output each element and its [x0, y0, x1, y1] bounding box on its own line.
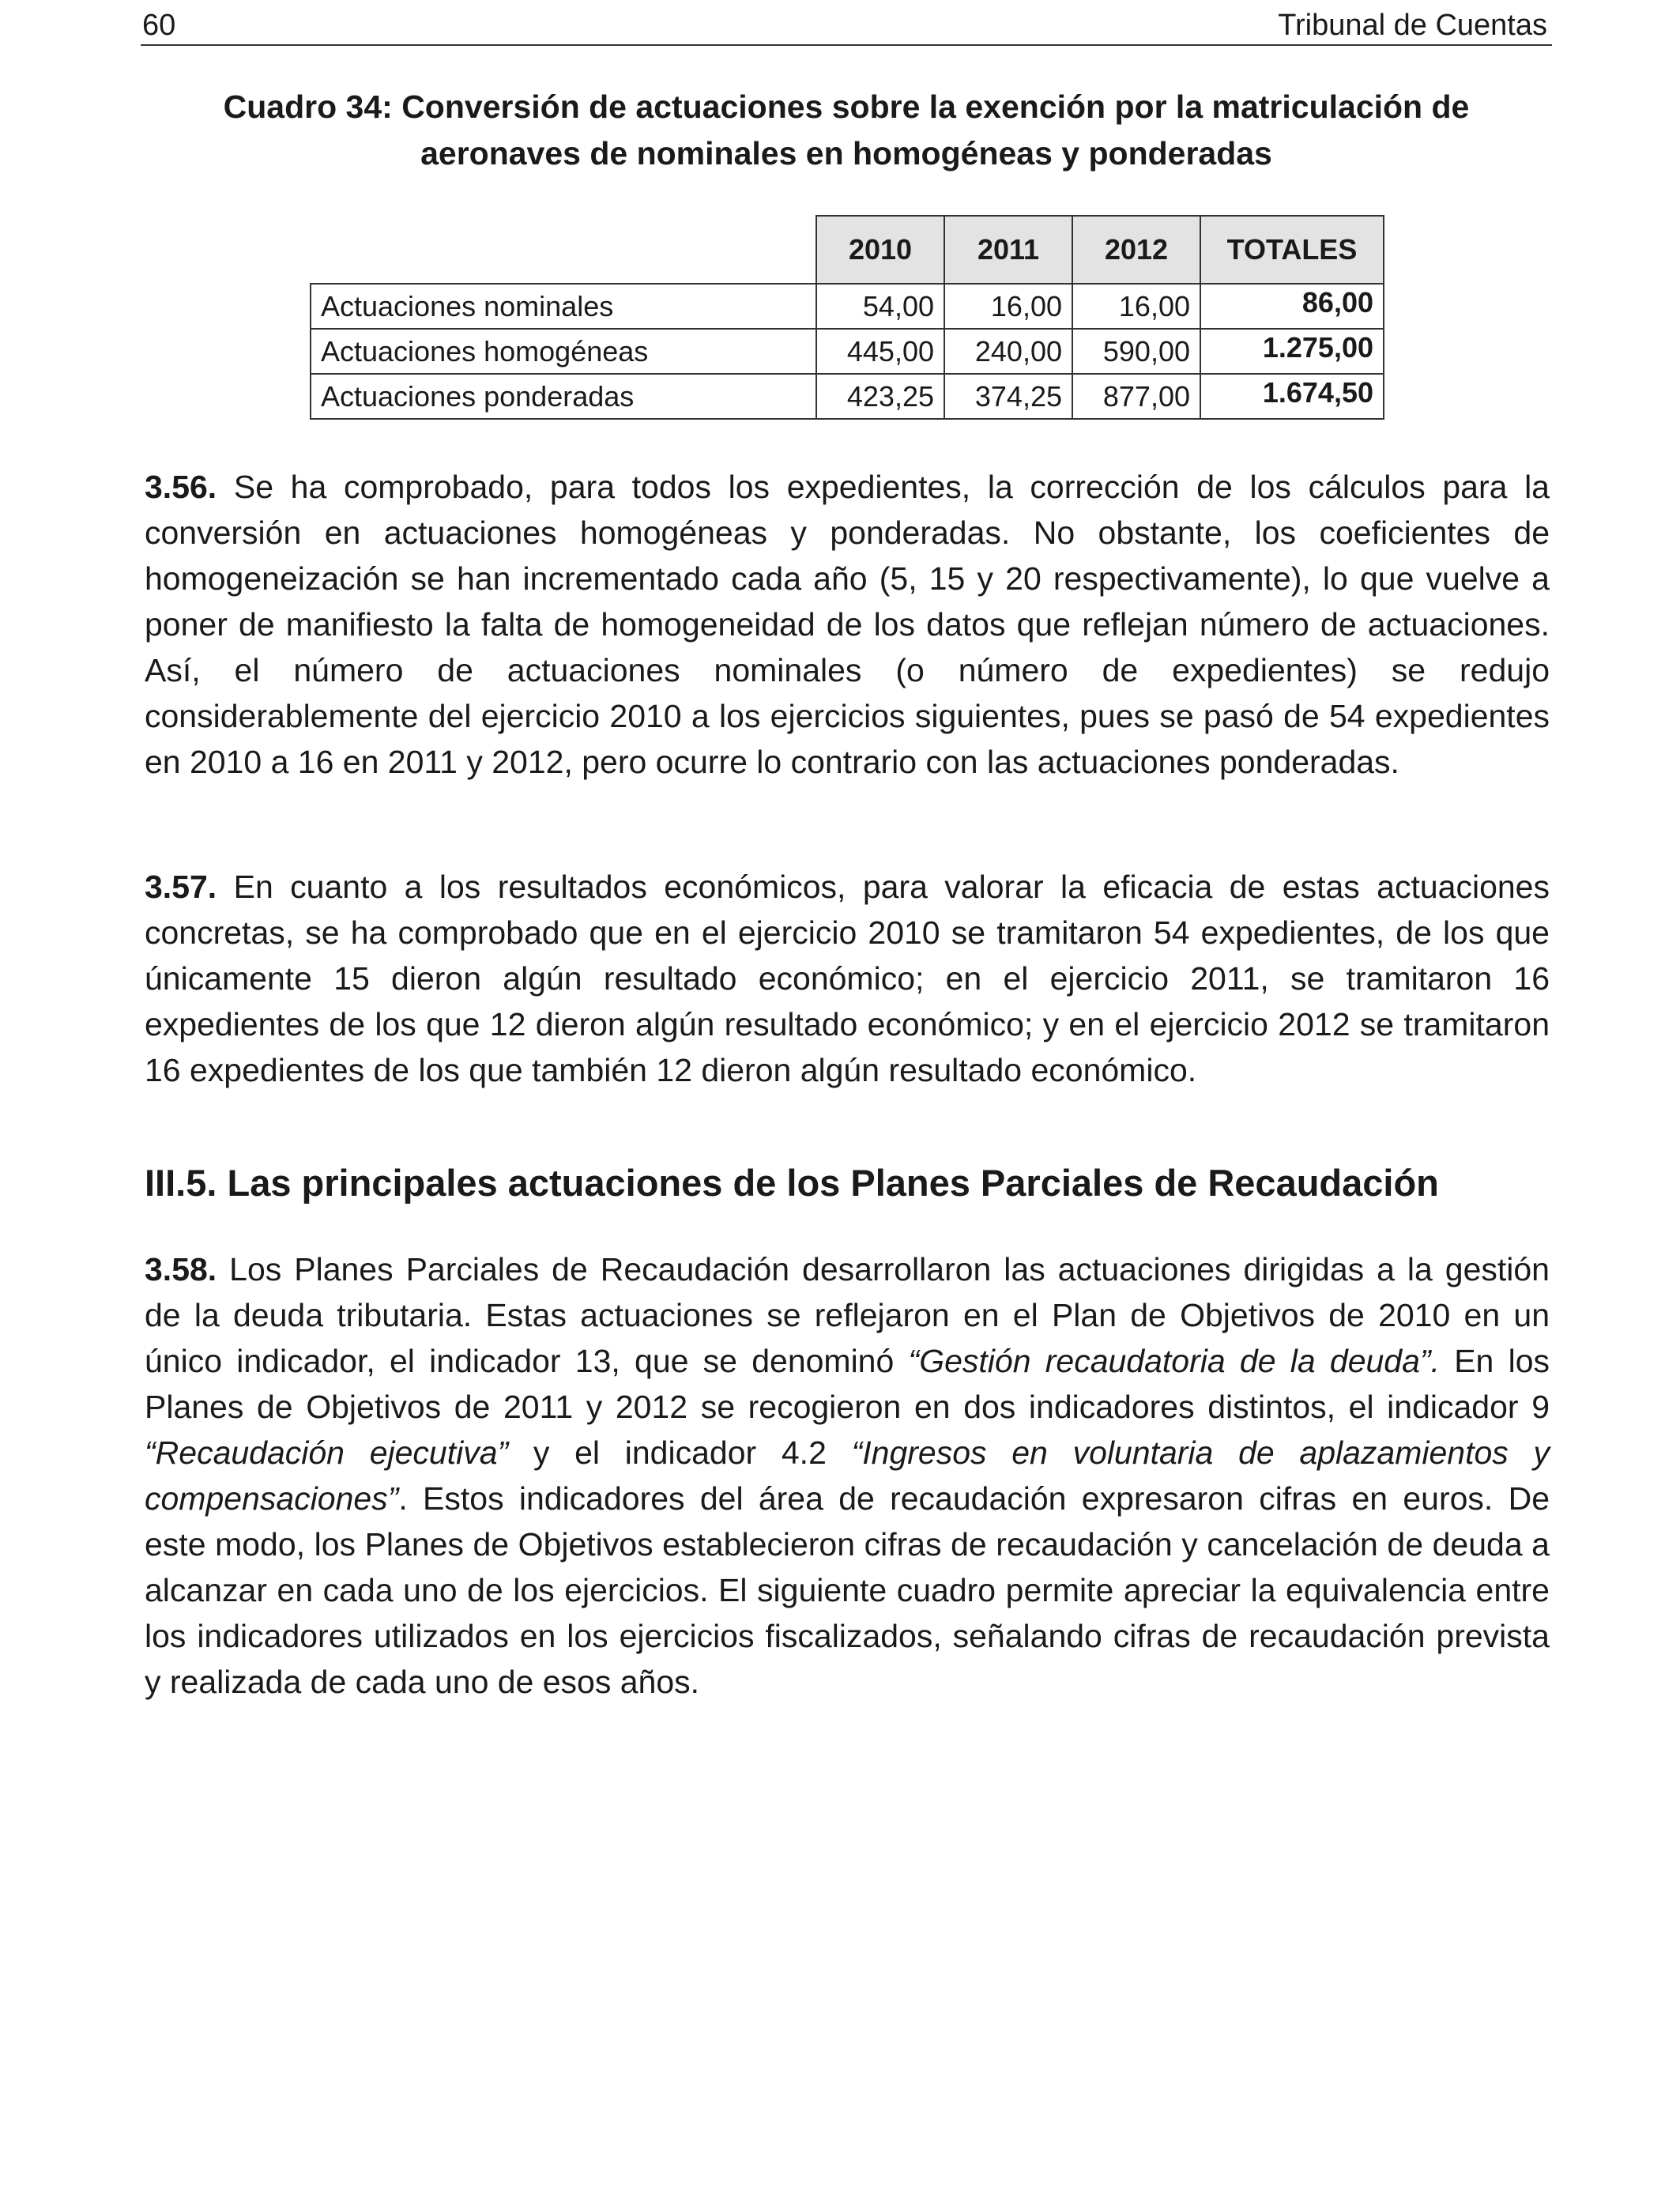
page-number: 60: [142, 9, 176, 42]
paragraph-number: 3.56.: [145, 469, 217, 505]
paragraph-number: 3.58.: [145, 1251, 217, 1287]
paragraph-text: . Estos indicadores del área de recaudación expresaron cifras en euros. De este modo, los Planes de Objetivos establecieron cifras de recaudación y cancelación de deuda a alcanzar en cada uno de los ejercicios. El siguiente cuadro permite apreciar la equivalencia entre los indicadores utilizados en los ejercicios fiscalizados, señalando cifras de recaudación prevista y realizada de cada uno de esos años.: [145, 1480, 1550, 1700]
table-cell: 240,00: [944, 329, 1072, 374]
table-cell: 590,00: [1072, 329, 1200, 374]
column-header: 2010: [816, 216, 944, 284]
table-row: [311, 329, 1384, 374]
conversion-table: [310, 215, 1384, 420]
indicator-name-italic: “Recaudación ejecutiva”: [145, 1434, 509, 1471]
table-cell: 423,25: [816, 374, 944, 419]
running-header: [141, 6, 1552, 46]
table-cell: 16,00: [944, 284, 1072, 329]
caption-line-1: Cuadro 34: Conversión de actuaciones sobre la exención por la matriculación de: [223, 89, 1470, 125]
empty-corner-cell: [311, 216, 816, 284]
paragraph-text: Los Planes Parciales de Recaudación desarrollaron las actuaciones dirigidas a la gestión de la deuda tributaria. Estas actuaciones se reflejaron en el Plan de Objetivos de 2010 en un único indicador, el indicador 13, que se denominó: [145, 1251, 1550, 1379]
total-cell: 86,00: [1200, 284, 1384, 329]
paragraph-text: y el indicador 4.2: [508, 1434, 852, 1471]
row-label: Actuaciones ponderadas: [311, 374, 816, 419]
table-cell: 877,00: [1072, 374, 1200, 419]
section-heading: III.5. Las principales actuaciones de los Planes Parciales de Recaudación: [145, 1162, 1439, 1204]
table-cell: 54,00: [816, 284, 944, 329]
table-cell: 445,00: [816, 329, 944, 374]
table-cell: 374,25: [944, 374, 1072, 419]
paragraph-text: Se ha comprobado, para todos los expedientes, la corrección de los cálculos para la conversión en actuaciones homogéneas y ponderadas. No obstante, los coeficientes de homogeneización se han incrementado cada año (5, 15 y 20 respectivamente), lo que vuelve a poner de manifiesto la falta de homogeneidad de los datos que reflejan número de actuaciones. Así, el número de actuaciones nominales (o número de expedientes) se redujo considerablemente del ejercicio 2010 a los ejercicios siguientes, pues se pasó de 54 expedientes en 2010 a 16 en 2011 y 2012, pero ocurre lo contrario con las actuaciones ponderadas.: [145, 469, 1550, 780]
row-label: Actuaciones homogéneas: [311, 329, 816, 374]
publisher-name: Tribunal de Cuentas: [1278, 9, 1547, 42]
row-label: Actuaciones nominales: [311, 284, 816, 329]
table-cell: 16,00: [1072, 284, 1200, 329]
paragraph-text: En cuanto a los resultados económicos, para valorar la eficacia de estas actuaciones concretas, se ha comprobado que en el ejercicio 2010 se tramitaron 54 expedientes, de los que únicamente 15 dieron algún resultado económico; en el ejercicio 2011, se tramitaron 16 expedientes de los que 12 dieron algún resultado económico; y en el ejercicio 2012 se tramitaron 16 expedientes de los que también 12 dieron algún resultado económico.: [145, 869, 1550, 1088]
table-caption: [141, 84, 1552, 177]
indicator-name-italic: “Ingresos en voluntaria de aplazamientos y compensaciones”: [145, 1434, 1550, 1517]
table-row: [311, 374, 1384, 419]
table-header-row: [311, 216, 1384, 284]
column-header: 2011: [944, 216, 1072, 284]
caption-line-2: aeronaves de nominales en homogéneas y ponderadas: [420, 135, 1272, 172]
column-header: TOTALES: [1200, 216, 1384, 284]
paragraph-3-58: [145, 1246, 1550, 1705]
table-row: [311, 284, 1384, 329]
total-cell: 1.275,00: [1200, 329, 1384, 374]
paragraph-3-57: [145, 864, 1550, 1093]
column-header: 2012: [1072, 216, 1200, 284]
paragraph-text: En los Planes de Objetivos de 2011 y 2012 se recogieron en dos indicadores distintos, el indicador 9: [145, 1343, 1550, 1425]
total-cell: 1.674,50: [1200, 374, 1384, 419]
paragraph-3-56: [145, 464, 1550, 785]
paragraph-number: 3.57.: [145, 869, 217, 905]
indicator-name-italic: “Gestión recaudatoria de la deuda”.: [908, 1343, 1440, 1379]
